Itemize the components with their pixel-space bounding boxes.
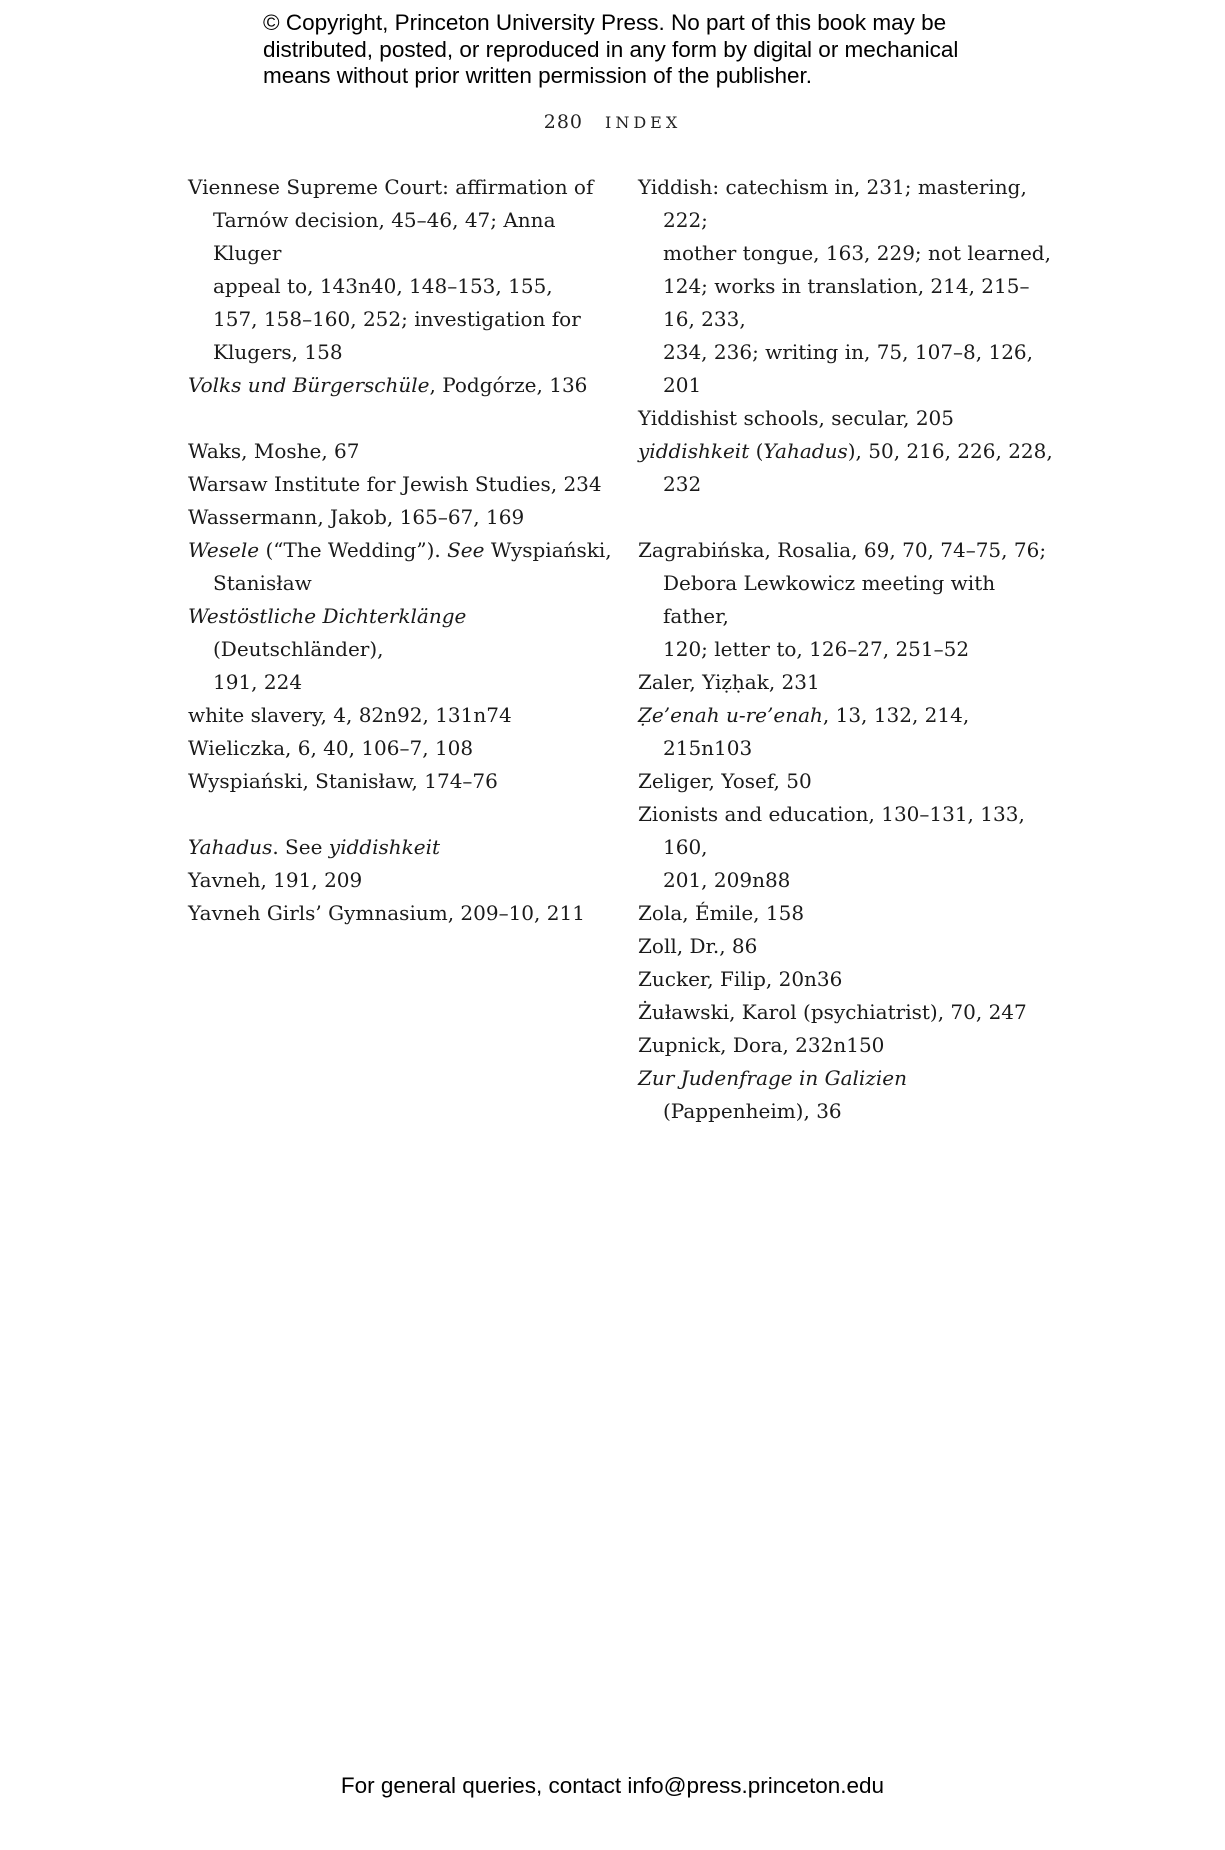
index-entry: Westöstliche Dichterklänge (Deutschländer), 191, 224 — [188, 604, 467, 694]
index-entry: Zaler, Yiẓḥak, 231 — [638, 670, 820, 694]
index-entry: Wyspiański, Stanisław, 174–76 — [188, 769, 498, 793]
running-head-title: INDEX — [605, 113, 682, 132]
see-reference: yiddishkeit — [328, 835, 441, 859]
index-entry: Waks, Moshe, 67 — [188, 439, 360, 463]
index-entry: Wesele (“The Wedding”). See Wyspiański, Stanisław — [188, 538, 612, 595]
index-entry: Yiddishist schools, secular, 205 — [638, 406, 955, 430]
copyright-line: distributed, posted, or reproduced in any form by digital or mechanical — [263, 36, 959, 62]
index-entry: Ẓe’enah u-re’enah, 13, 132, 214, 215n103 — [638, 703, 970, 760]
footer-contact: For general queries, contact info@press.princeton.edu — [340, 1773, 885, 1798]
index-entry: Zagrabińska, Rosalia, 69, 70, 74–75, 76; Debora Lewkowicz meeting with father, 120; letter to, 126–27, 251–52 — [638, 538, 1047, 661]
index-entry: Warsaw Institute for Jewish Studies, 234 — [188, 472, 602, 496]
index-entry: Wieliczka, 6, 40, 106–7, 108 — [188, 736, 474, 760]
entry-term: Yahadus — [188, 835, 273, 859]
copyright-line: means without prior written permission of the publisher. — [263, 63, 813, 88]
entry-term: Wesele — [188, 538, 260, 562]
entry-term: yiddishkeit — [638, 439, 750, 463]
page-number: 280 — [543, 111, 584, 133]
index-entry: Zola, Émile, 158 — [638, 901, 805, 925]
index-column-right — [638, 171, 1058, 1128]
entry-term: Volks und Bürgerschüle — [188, 373, 430, 397]
index-entry: Viennese Supreme Court: affirmation of Tarnów decision, 45–46, 47; Anna Kluger appeal to, 143n40, 148–153, 155, 157, 158–160, 252; investigation for Klugers, 158 — [188, 175, 594, 364]
index-entry: white slavery, 4, 82n92, 131n74 — [188, 703, 512, 727]
index-entry: Zupnick, Dora, 232n150 — [638, 1033, 885, 1057]
index-entry: Yavneh, 191, 209 — [188, 868, 363, 892]
copyright-line: © Copyright, Princeton University Press. No part of this book may be — [263, 10, 947, 35]
index-entry: Zoll, Dr., 86 — [638, 934, 758, 958]
see-reference: See — [447, 538, 485, 562]
entry-term: Westöstliche Dichterklänge — [188, 604, 467, 628]
entry-term-alt: Yahadus — [763, 439, 848, 463]
index-entry: Volks und Bürgerschüle, Podgórze, 136 — [188, 373, 588, 397]
index-entry: Zionists and education, 130–131, 133, 160, 201, 209n88 — [638, 802, 1025, 892]
running-head — [0, 111, 1225, 133]
index-entry: Zeliger, Yosef, 50 — [638, 769, 812, 793]
index-entry: Yavneh Girls’ Gymnasium, 209–10, 211 — [188, 901, 585, 925]
index-entry: Zucker, Filip, 20n36 — [638, 967, 843, 991]
index-entry: Yiddish: catechism in, 231; mastering, 222; mother tongue, 163, 229; not learned, 124; works in translation, 214, 215–16, 233, 234, 236; writing in, 75, 107–8, 126, 201 — [638, 175, 1051, 397]
entry-term: Zur Judenfrage in Galizien — [638, 1066, 907, 1090]
entry-term: Ẓe’enah u-re’enah — [638, 703, 823, 727]
index-entry: Zur Judenfrage in Galizien (Pappenheim), 36 — [638, 1066, 907, 1123]
copyright-notice — [263, 10, 983, 90]
index-entry: Wassermann, Jakob, 165–67, 169 — [188, 505, 525, 529]
index-column-left — [188, 171, 613, 930]
index-entry: Yahadus. See yiddishkeit — [188, 835, 441, 859]
index-entry: Żuławski, Karol (psychiatrist), 70, 247 — [638, 1000, 1027, 1024]
index-entry: yiddishkeit (Yahadus), 50, 216, 226, 228, 232 — [638, 439, 1053, 496]
